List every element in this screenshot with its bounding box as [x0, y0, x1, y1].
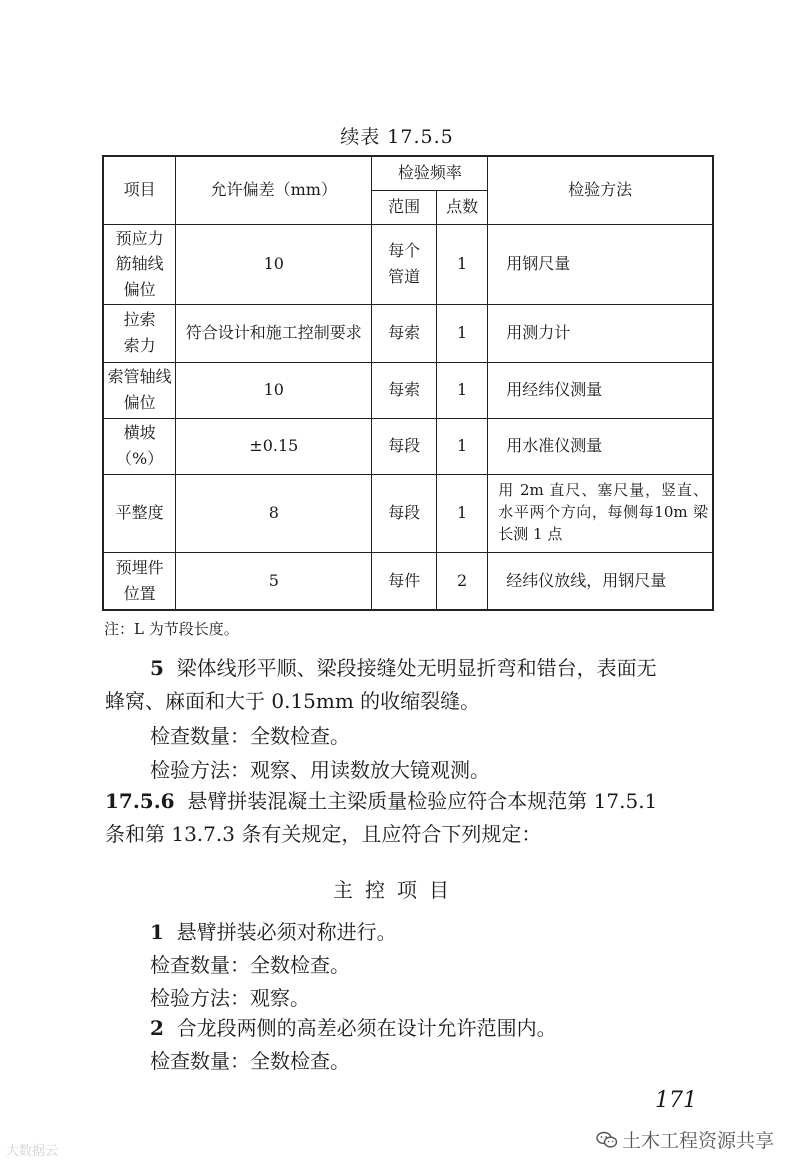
header-range: 范围 [372, 190, 436, 224]
header-item: 项目 [103, 156, 176, 224]
section-title: 主控项目 [333, 878, 461, 902]
item-1-method: 检验方法：观察。 [150, 986, 310, 1010]
cell-item: 预埋件位置 [103, 552, 176, 610]
cell-range: 每索 [372, 304, 436, 362]
clause-5-line2: 蜂窝、麻面和大于 0.15mm 的收缩裂缝。 [105, 689, 481, 713]
item-text: 合龙段两侧的高差必须在设计允许范围内。 [176, 1016, 557, 1040]
table-row [103, 552, 713, 610]
cell-method: 用水准仪测量 [488, 418, 713, 474]
section-number: 17.5.6 [105, 789, 175, 813]
cell-item: 拉索索力 [103, 304, 176, 362]
header-method: 检验方法 [488, 156, 713, 224]
table-header-row [103, 156, 713, 190]
spec-table [102, 155, 714, 611]
clause-5-line1 [150, 658, 657, 678]
item-2 [150, 1018, 557, 1038]
cell-range: 每索 [372, 362, 436, 418]
cell-deviation: 符合设计和施工控制要求 [176, 304, 372, 362]
item-text: 悬臂拼装必须对称进行。 [176, 920, 397, 944]
item-1 [150, 922, 397, 942]
table-row [103, 474, 713, 552]
cell-method: 用钢尺量 [488, 224, 713, 304]
table-caption: 续表 17.5.5 [340, 126, 454, 148]
page-number: 171 [655, 1088, 697, 1113]
header-frequency: 检验频率 [372, 156, 488, 190]
header-deviation: 允许偏差（mm） [176, 156, 372, 224]
item-2-quantity: 检查数量：全数检查。 [150, 1049, 350, 1073]
cell-method: 用 2m 直尺、塞尺量，竖直、水平两个方向，每侧每10m 梁长测 1 点 [488, 474, 713, 552]
cell-points: 1 [436, 304, 487, 362]
item-1-quantity: 检查数量：全数检查。 [150, 953, 350, 977]
cell-item: 预应力筋轴线偏位 [103, 224, 176, 304]
section-text: 悬臂拼装混凝土主梁质量检验应符合本规范第 17.5.1 [187, 789, 658, 813]
watermark-right [596, 1126, 774, 1153]
section-17-5-6-line2: 条和第 13.7.3 条有关规定，且应符合下列规定： [105, 822, 542, 846]
cell-points: 1 [436, 362, 487, 418]
cell-deviation: 8 [176, 474, 372, 552]
clause-text: 梁体线形平顺、梁段接缝处无明显折弯和错台，表面无 [176, 656, 657, 680]
cell-range: 每段 [372, 474, 436, 552]
clause-5-quantity: 检查数量：全数检查。 [150, 724, 350, 748]
cell-deviation: 10 [176, 362, 372, 418]
cell-method: 用经纬仪测量 [488, 362, 713, 418]
cell-points: 1 [436, 418, 487, 474]
wechat-icon [596, 1131, 618, 1149]
clause-5-method: 检验方法：观察、用读数放大镜观测。 [150, 758, 490, 782]
cell-range: 每件 [372, 552, 436, 610]
cell-deviation: 5 [176, 552, 372, 610]
item-number: 2 [150, 1016, 164, 1040]
clause-number: 5 [150, 656, 164, 680]
table-note: 注：L 为节段长度。 [104, 620, 239, 638]
cell-method: 用测力计 [488, 304, 713, 362]
section-17-5-6-line1 [105, 791, 657, 811]
cell-points: 1 [436, 224, 487, 304]
table-row [103, 224, 713, 304]
cell-range: 每个管道 [372, 224, 436, 304]
table-row [103, 362, 713, 418]
cell-method: 经纬仪放线，用钢尺量 [488, 552, 713, 610]
watermark-left: 大数据云 [6, 1144, 59, 1159]
watermark-text: 土木工程资源共享 [622, 1130, 775, 1152]
cell-deviation: 10 [176, 224, 372, 304]
cell-item: 平整度 [103, 474, 176, 552]
cell-deviation: ±0.15 [176, 418, 372, 474]
item-number: 1 [150, 920, 164, 944]
cell-points: 2 [436, 552, 487, 610]
cell-points: 1 [436, 474, 487, 552]
cell-item: 索管轴线偏位 [103, 362, 176, 418]
table-row [103, 418, 713, 474]
header-points: 点数 [436, 190, 487, 224]
table-row [103, 304, 713, 362]
cell-range: 每段 [372, 418, 436, 474]
cell-item: 横坡（%） [103, 418, 176, 474]
